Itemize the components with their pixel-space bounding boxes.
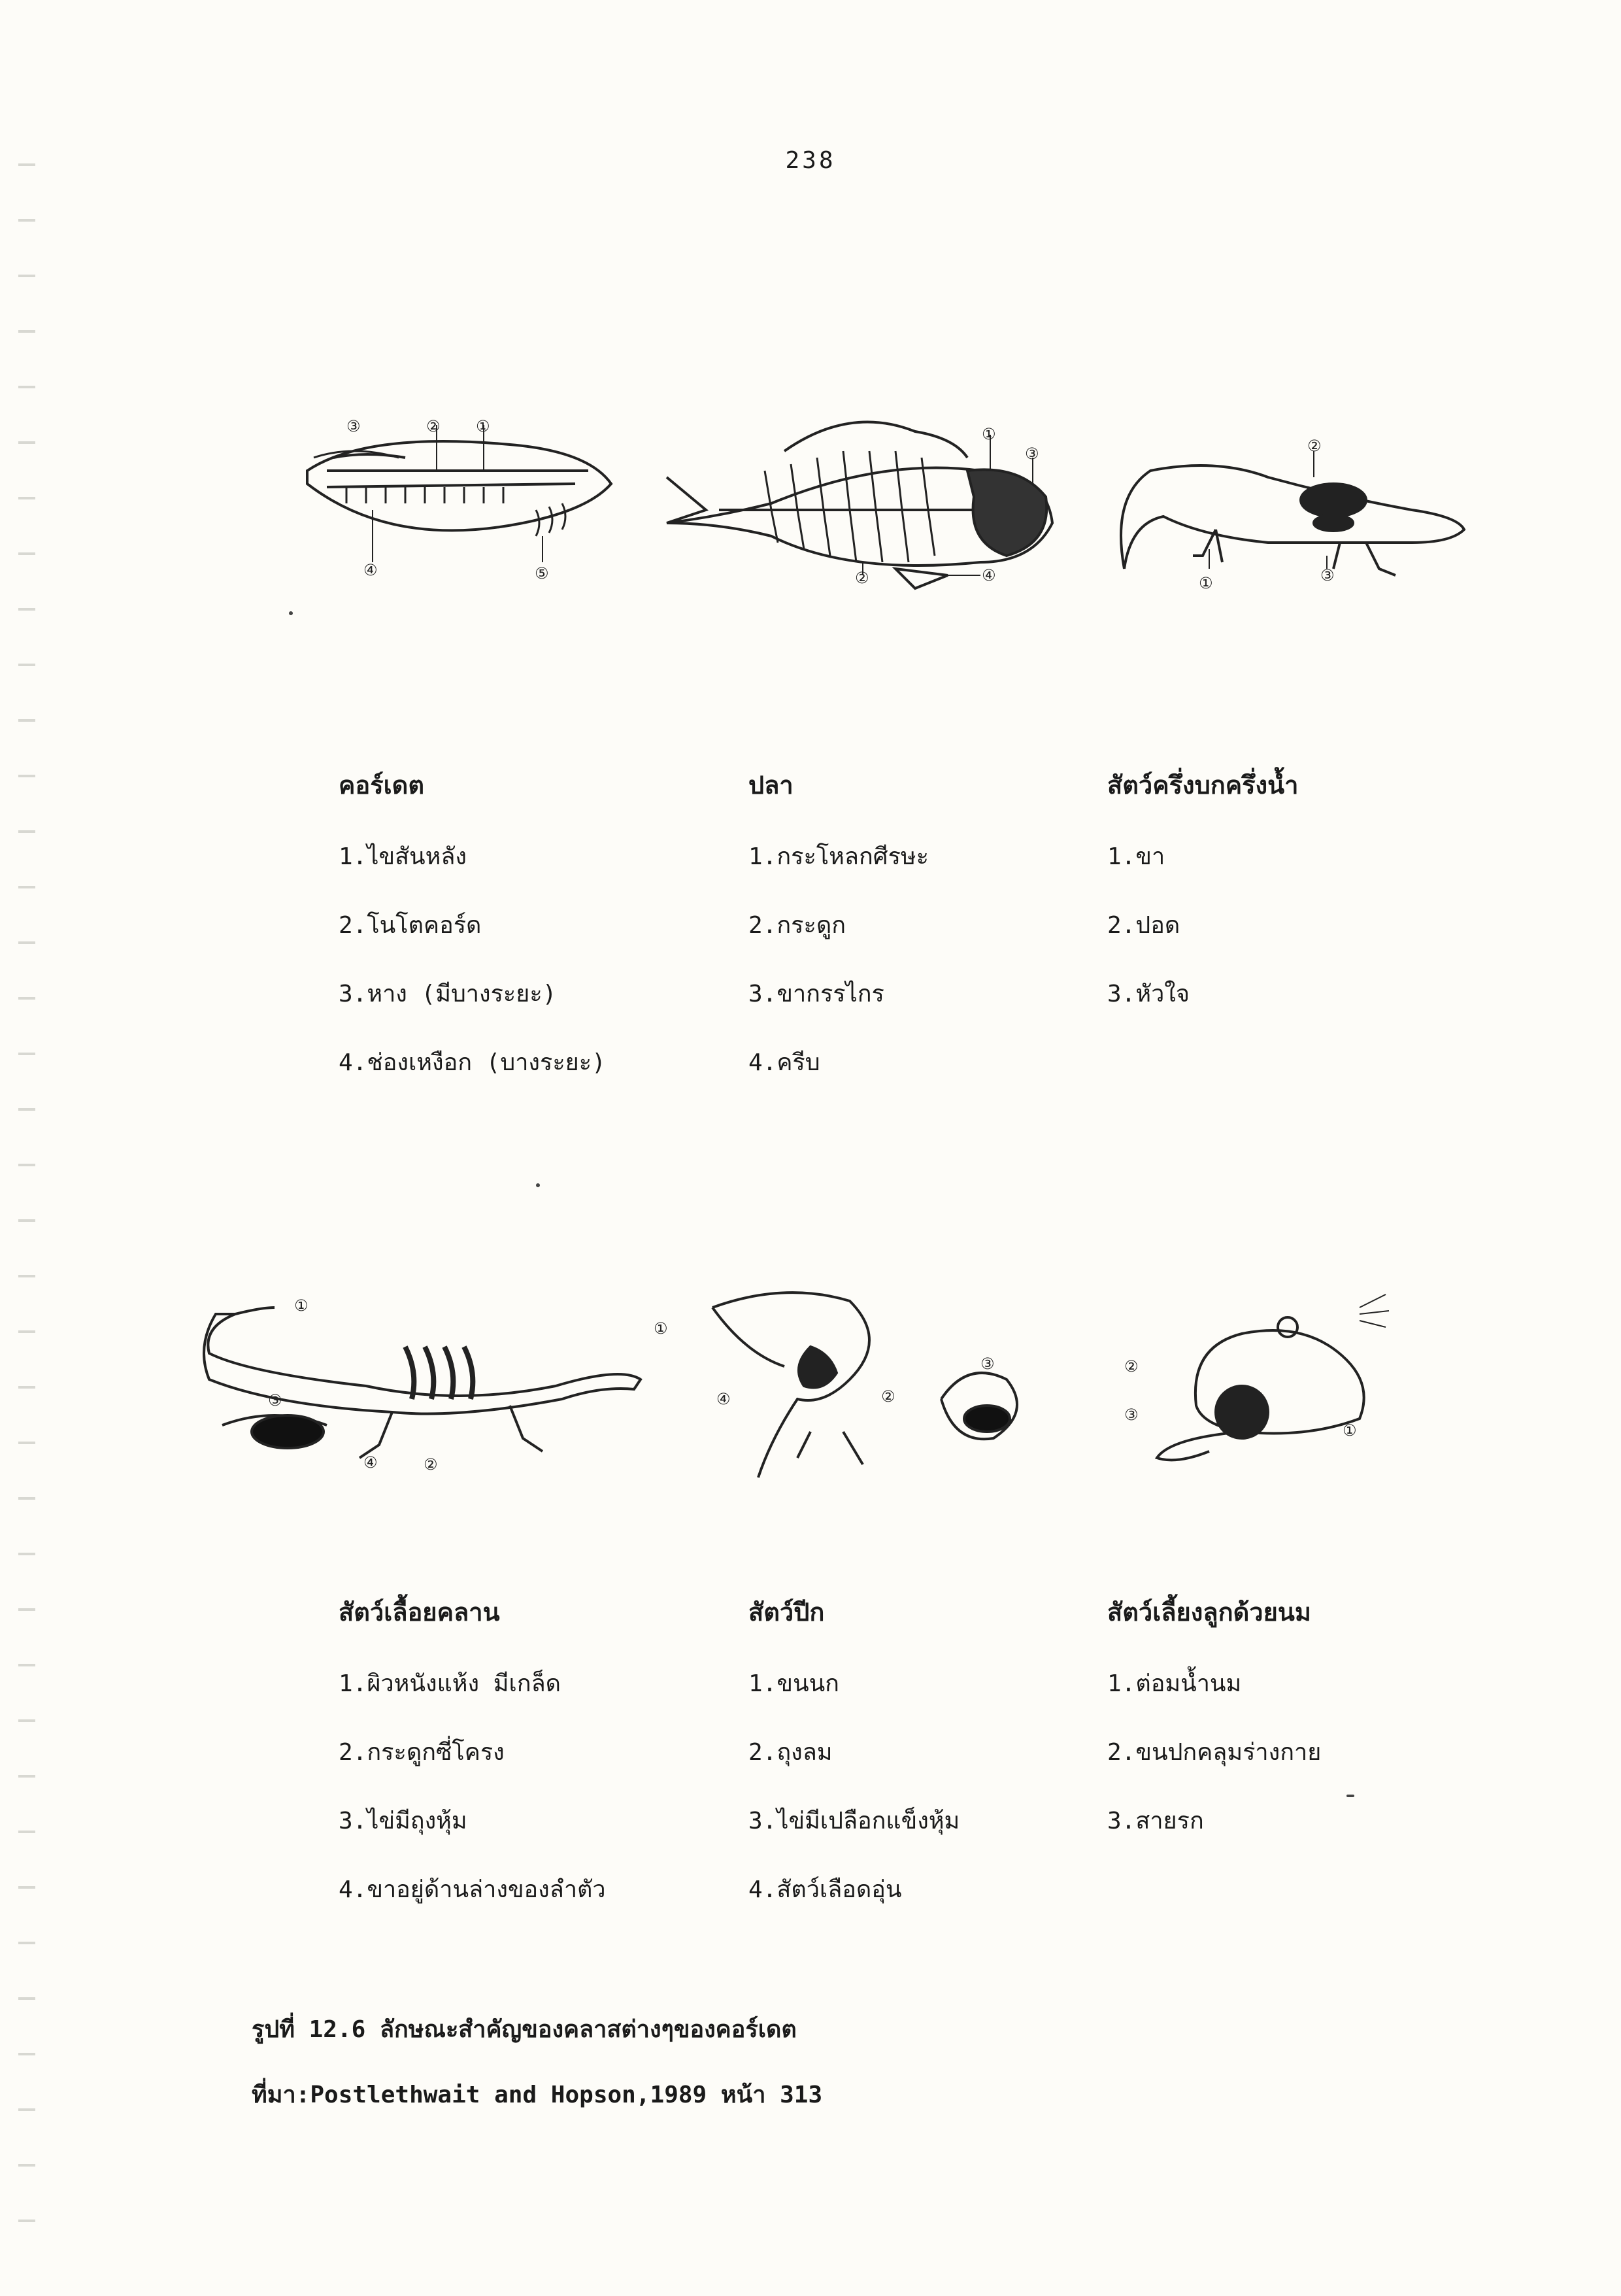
figure-source: ที่มา:Postlethwait and Hopson,1989 หน้า 313 <box>252 2082 823 2108</box>
list-item: 2.กระดูก <box>748 912 846 939</box>
salamander-label-1: ① <box>1199 574 1213 592</box>
rat-placenta-shading <box>1216 1386 1268 1438</box>
group-heading: สัตว์ปีก <box>748 1598 825 1627</box>
speck <box>536 1183 540 1187</box>
group-chordate <box>339 765 606 1112</box>
group-amphibian <box>1107 765 1298 1043</box>
list-item: 3.สายรก <box>1107 1808 1204 1834</box>
list-item: 3.หัวใจ <box>1107 981 1190 1007</box>
group-bird <box>748 1592 960 1939</box>
lancelet-label-5: ⑤ <box>535 564 549 582</box>
bird-label-2: ② <box>881 1387 895 1406</box>
salamander-label-2: ② <box>1307 437 1322 455</box>
bird-air-sac-shading <box>799 1347 837 1388</box>
list-item: 2.ปอด <box>1107 912 1180 939</box>
list-item: 2.ถุงลม <box>748 1739 833 1766</box>
figure-caption: รูปที่ 12.6 ลักษณะสำคัญของคลาสต่างๆของคอร์เดต <box>252 2016 797 2043</box>
crocodile-egg <box>252 1415 324 1448</box>
page-number: 238 <box>785 147 836 174</box>
fish-label-3: ③ <box>1025 445 1039 463</box>
list-item: 3.หาง (มีบางระยะ) <box>339 981 557 1007</box>
salamander-drawing <box>1121 451 1464 575</box>
bird-drawing <box>712 1292 1017 1477</box>
crocodile-ribs <box>405 1347 473 1399</box>
rat-label-2: ② <box>1124 1357 1139 1376</box>
list-item: 4.สัตว์เลือดอุ่น <box>748 1876 902 1903</box>
fish-label-2: ② <box>855 569 869 587</box>
lancelet-label-3: ③ <box>346 417 361 435</box>
list-item: 3.ไข่มีถุงหุ้ม <box>339 1808 467 1834</box>
list-item: 1.ไขสันหลัง <box>339 843 467 870</box>
list-item: 3.ขากรรไกร <box>748 981 884 1007</box>
lancelet-label-4: ④ <box>363 561 378 579</box>
fish-skull-shading <box>967 469 1046 556</box>
list-item: 4.ครีบ <box>748 1049 820 1076</box>
list-item: 2.ขนปกคลุมร่างกาย <box>1107 1739 1322 1766</box>
list-item: 1.ผิวหนังแห้ง มีเกล็ด <box>339 1670 561 1697</box>
speck <box>289 611 293 615</box>
group-mammal <box>1107 1592 1321 1870</box>
rat-label-3: ③ <box>1124 1406 1139 1424</box>
list-item: 4.ช่องเหงือก (บางระยะ) <box>339 1049 606 1076</box>
group-fish <box>748 765 929 1112</box>
bird-egg <box>964 1406 1010 1432</box>
lancelet-label-2: ② <box>426 417 441 435</box>
fish-label-4: ④ <box>982 566 996 584</box>
list-item: 4.ขาอยู่ด้านล่างของลำตัว <box>339 1876 606 1903</box>
crocodile-label-3: ③ <box>268 1391 282 1410</box>
group-heading: ปลา <box>748 771 794 800</box>
group-reptile <box>339 1592 606 1939</box>
group-heading: สัตว์เลื้อยคลาน <box>339 1598 500 1627</box>
bird-label-1: ① <box>654 1319 668 1338</box>
speck <box>1346 1795 1354 1797</box>
rat-label-1: ① <box>1343 1421 1357 1440</box>
salamander-label-3: ③ <box>1320 566 1335 584</box>
list-item: 1.ขนนก <box>748 1670 839 1697</box>
crocodile-label-2: ② <box>424 1455 438 1474</box>
list-item: 2.กระดูกซี่โครง <box>339 1739 505 1766</box>
list-item: 1.ขา <box>1107 843 1165 870</box>
bird-label-4: ④ <box>716 1390 731 1408</box>
salamander-lung-shading <box>1301 484 1366 516</box>
list-item: 1.กระโหลกศีรษะ <box>748 843 929 870</box>
crocodile-label-1: ① <box>294 1296 309 1315</box>
lancelet-drawing <box>307 425 611 562</box>
list-item: 1.ต่อมน้ำนม <box>1107 1670 1242 1697</box>
list-item: 3.ไข่มีเปลือกแข็งหุ้ม <box>748 1808 960 1834</box>
list-item: 2.โนโตคอร์ด <box>339 912 482 939</box>
group-heading: สัตว์ครึ่งบกครึ่งน้ำ <box>1107 771 1299 800</box>
fish-label-1: ① <box>982 425 996 443</box>
bird-label-3: ③ <box>980 1355 995 1373</box>
crocodile-label-4: ④ <box>363 1453 378 1472</box>
group-heading: สัตว์เลี้ยงลูกด้วยนม <box>1107 1598 1311 1627</box>
salamander-heart-shading <box>1314 515 1353 531</box>
group-heading: คอร์เดต <box>339 771 424 800</box>
lancelet-label-1: ① <box>476 417 490 435</box>
